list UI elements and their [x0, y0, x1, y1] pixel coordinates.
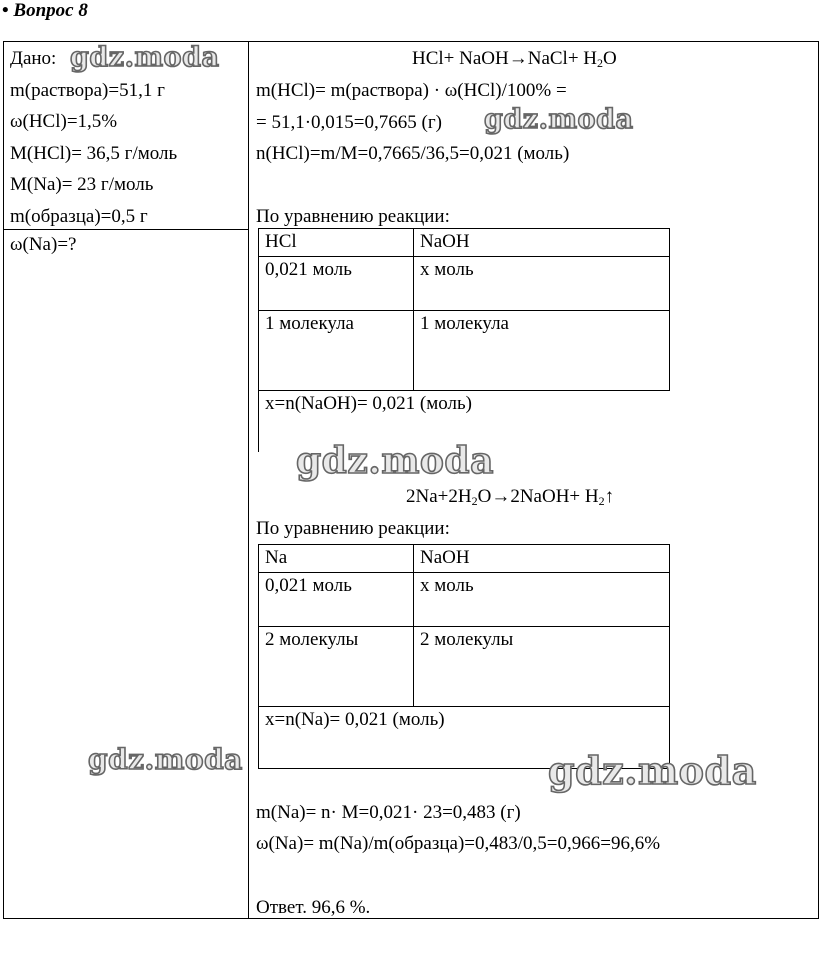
table-cell: x моль — [414, 256, 670, 310]
bullet: • — [2, 0, 9, 21]
question-heading — [2, 0, 88, 23]
reaction-2: $2Na+2H_2O\to 2NaOH+$ $H_2↑$ — [406, 486, 615, 508]
calc-line: m(HCl)= m(раствора) · ω(HCl)/100% = — [256, 80, 567, 101]
watermark: gdz.moda — [548, 748, 757, 793]
watermark: gdz.moda — [484, 104, 634, 135]
table-header: NaOH — [414, 545, 670, 573]
given-item: m(образца)=0,5 г — [10, 205, 148, 227]
answer-text: Ответ. 96,6 %. — [256, 897, 371, 918]
reaction-1: HCl+ NaOH→NaCl+ $H_2O$ — [412, 48, 617, 70]
table-result: x=n(NaOH)= 0,021 (моль) — [259, 390, 670, 452]
table-result: x=n(Na)= 0,021 (моль) — [259, 706, 670, 768]
ratio-table-1 — [258, 228, 670, 452]
given-label: Дано: — [10, 48, 57, 69]
given-item: M(Na)= 23 г/моль — [10, 174, 154, 195]
calc-line: ω(Na)= m(Na)/m(образца)=0,483/0,5=0,966=96,6% — [256, 833, 661, 854]
table-header: HCl — [259, 229, 414, 257]
table-cell: 0,021 моль — [259, 572, 414, 626]
column-divider — [248, 42, 249, 918]
calc-line: n(HCl)=m/M=0,7665/36,5=0,021 (моль) — [256, 143, 570, 164]
given-item: m(раствора)=51,1 г — [10, 79, 165, 101]
table-cell: 2 молекулы — [259, 626, 414, 706]
table-header: Na — [259, 545, 414, 573]
question-title: Вопрос 8 — [13, 0, 88, 21]
given-item: M(HCl)= 36,5 г/моль — [10, 142, 178, 164]
watermark: gdz.moda — [88, 743, 243, 776]
table-cell: x моль — [414, 572, 670, 626]
table-cell: 2 молекулы — [414, 626, 670, 706]
watermark: gdz.moda — [70, 42, 220, 73]
calc-line: m(Na)= n· M=0,021· 23=0,483 (г) — [256, 802, 521, 823]
find-text: ω(Na)=? — [10, 234, 77, 255]
table-cell: 0,021 моль — [259, 256, 414, 310]
given-item: ω(HCl)=1,5% — [10, 111, 118, 132]
by-equation-label: По уравнению реакции: — [256, 518, 450, 539]
table-cell: 1 молекула — [414, 310, 670, 390]
given-block — [10, 48, 177, 237]
watermark: gdz.moda — [296, 440, 494, 482]
by-equation-label: По уравнению реакции: — [256, 206, 450, 227]
table-header: NaOH — [414, 229, 670, 257]
ratio-table-2 — [258, 544, 670, 769]
calc-line: = 51,1·0,015=0,7665 (г) — [256, 112, 442, 133]
table-cell: 1 молекула — [259, 310, 414, 390]
